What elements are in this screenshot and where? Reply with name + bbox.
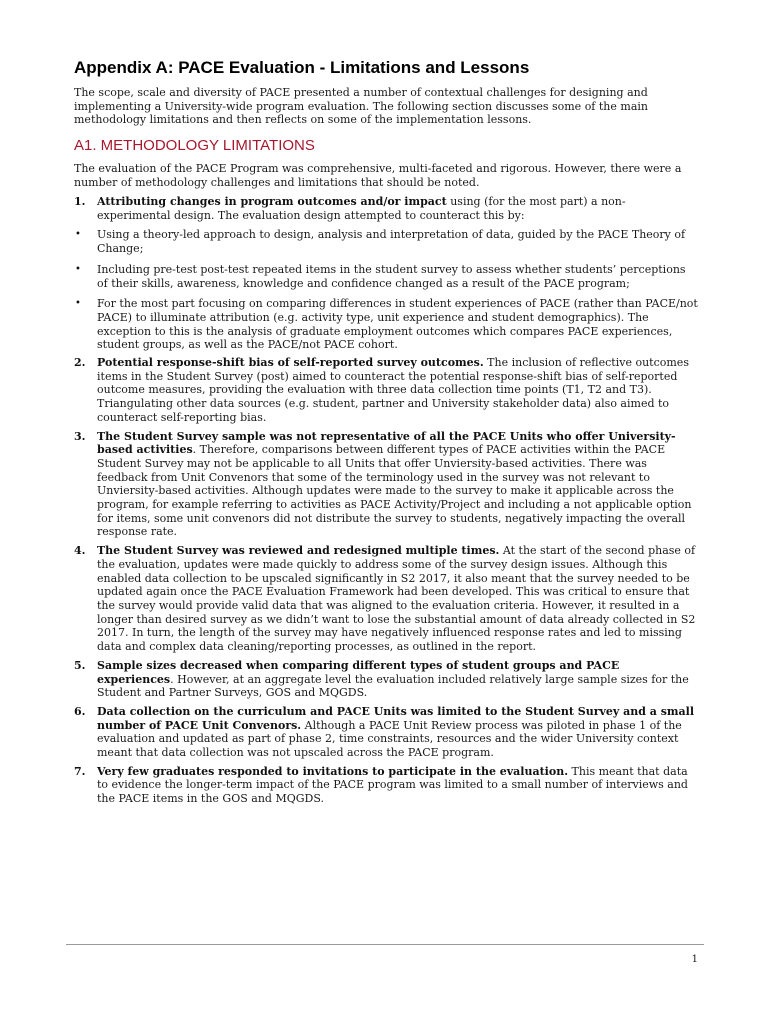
limitation-item (74, 659, 698, 700)
limitation-text: using (for the most part) a non-experimental design. The evaluation design attempted to counteract this by: (97, 195, 626, 222)
list-marker: 6. (74, 704, 86, 718)
bullet-marker: • (75, 298, 81, 310)
bullet-marker: • (75, 263, 81, 275)
limitation-text: . However, at an aggregate level the evaluation included relatively large sample sizes for the Student and Partner Surveys, GOS and MQGDS. (97, 672, 689, 700)
limitation-text: The inclusion of reflective outcomes items in the Student Survey (post) aimed to counteract the potential response-shift bias of self-reported outcome measures, providing the evaluation with three data collection time points (T1, T2 and T3). Triangulating other data sources (e.g. student, partner and University stakeholder data) also aimed to counteract self-reporting bias. (97, 356, 689, 424)
list-marker: 3. (74, 429, 86, 443)
appendix-heading: Appendix A: PACE Evaluation - Limitations and Lessons (74, 58, 530, 77)
list-marker: 1. (74, 195, 86, 208)
limitation-title: Potential response-shift bias of self-reported survey outcomes. (97, 356, 484, 370)
section-heading: A1. METHODOLOGY LIMITATIONS (74, 137, 315, 154)
list-marker: 7. (74, 764, 86, 778)
sub-bullet-item (74, 263, 698, 290)
limitation-item (74, 430, 698, 540)
limitation-item (74, 705, 698, 760)
limitation-text: Although a PACE Unit Review process was piloted in phase 1 of the evaluation and updated as part of phase 2, time constraints, resources and the wider University context meant that data collection was not upscaled across the PACE program. (97, 718, 682, 760)
list-marker: 4. (74, 544, 86, 558)
limitation-item (74, 544, 698, 654)
sub-bullet-item (74, 228, 698, 255)
bullet-text: Including pre-test post-test repeated items in the student survey to assess whether students’ perceptions of their skills, awareness, knowledge and confidence changed as a result of the PACE program; (97, 262, 686, 290)
limitation-text: At the start of the second phase of the evaluation, updates were made quickly to address some of the survey design issues. Although this enabled data collection to be upscaled significantly in S2 2017, it also meant that the survey needed to be updated again once the PACE Evaluation Framework had been developed. This was critical to ensure that the survey would provide valid data that was aligned to the evaluation criteria. However, it resulted in a longer than desired survey as we didn’t want to lose the substantial amount of data already collected in S2 2017. In turn, the length of the survey may have negatively influenced response rates and led to missing data and complex data cleaning/reporting processes, as outlined in the report. (97, 544, 696, 654)
list-marker: 2. (74, 356, 86, 370)
bullet-marker: • (75, 229, 81, 241)
bullet-text: For the most part focusing on comparing differences in student experiences of PACE (rather than PACE/not PACE) to illuminate attribution (e.g. activity type, unit experience and student demographics). The exception to this is the analysis of graduate employment outcomes which compares PACE experiences, student groups, as well as the PACE/not PACE cohort. (97, 297, 698, 352)
limitation-title: The Student Survey was reviewed and redesigned multiple times. (97, 544, 500, 558)
limitation-title: Attributing changes in program outcomes and/or impact (97, 195, 447, 208)
sub-bullet-item (74, 297, 698, 352)
list-marker: 5. (74, 658, 86, 672)
limitation-title: Very few graduates responded to invitations to participate in the evaluation. (97, 764, 569, 778)
intro-paragraph: The scope, scale and diversity of PACE presented a number of contextual challenges for designing and implementing a University-wide program evaluation. The following section discusses some of the main methodology limitations and then reflects on some of the implementation lessons. (74, 86, 648, 127)
limitation-item (74, 195, 698, 222)
limitations-list (74, 195, 698, 806)
bullet-text: Using a theory-led approach to design, analysis and interpretation of data, guided by the PACE Theory of Change; (97, 228, 686, 256)
limitation-title: Sample sizes decreased when comparing different types of student groups and PACE experiences (97, 658, 620, 686)
limitation-item (74, 356, 698, 425)
limitation-title: The Student Survey sample was not representative of all the PACE Units who offer University-based activities (97, 429, 676, 457)
limitation-item (74, 765, 698, 806)
page-number: 1 (691, 954, 698, 965)
limitation-title: Data collection on the curriculum and PACE Units was limited to the Student Survey and a small number of PACE Unit Convenors. (97, 704, 695, 732)
limitation-text: This meant that data to evidence the longer-term impact of the PACE program was limited to a small number of interviews and the PACE items in the GOS and MQGDS. (97, 764, 688, 806)
section-intro-paragraph: The evaluation of the PACE Program was comprehensive, multi-faceted and rigorous. However, there were a number of methodology challenges and limitations that should be noted. (74, 162, 682, 189)
footer-divider (66, 944, 704, 945)
limitation-text: . Therefore, comparisons between different types of PACE activities within the PACE Student Survey may not be applicable to all Units that offer Unviersity-based activities. There was feedback from Unit Convenors that some of the terminology used in the survey was not relevant to Unviersity-based activities. Although updates were made to the survey to make it applicable across the program, for example referring to activities as PACE Activity/Project and including a not applicable option for items, some unit convenors did not distribute the survey to students, negatively impacting the overall response rate. (97, 443, 692, 539)
